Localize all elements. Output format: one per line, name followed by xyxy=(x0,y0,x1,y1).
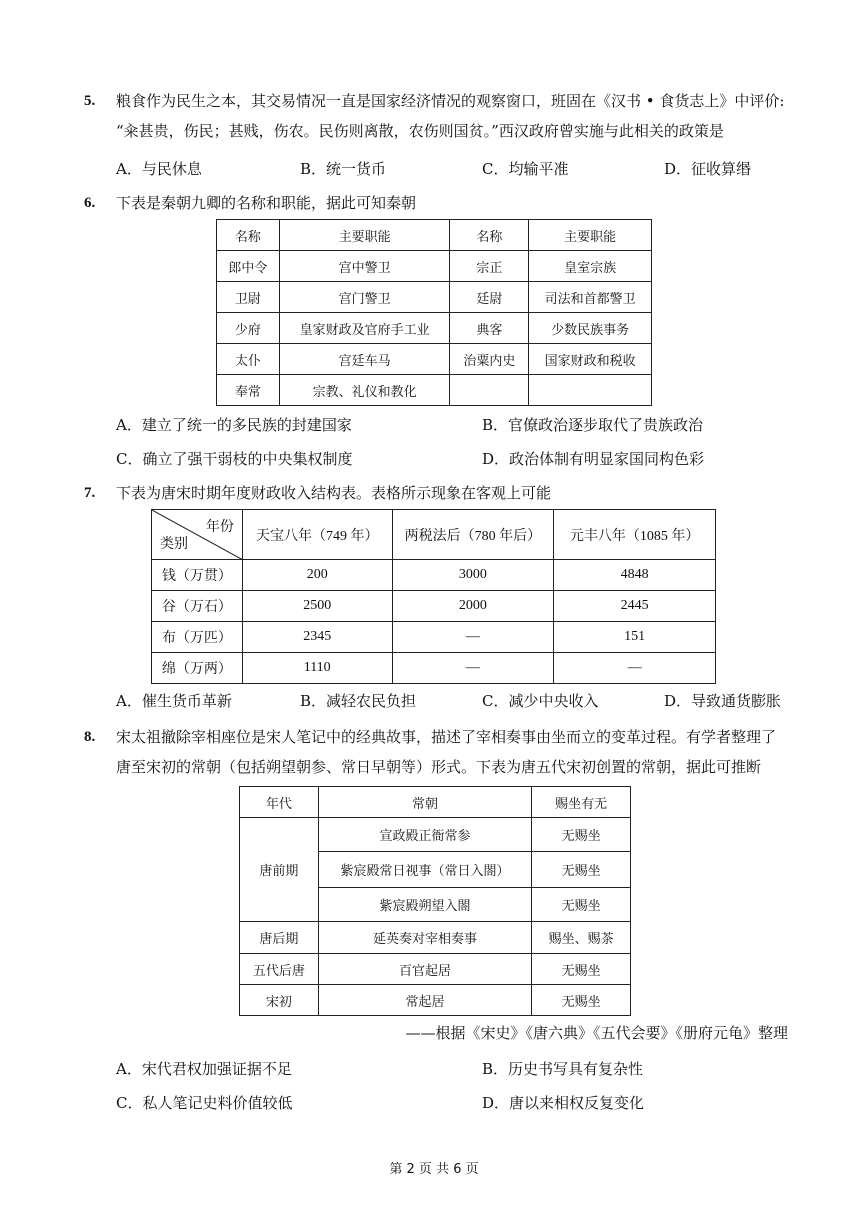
table-header: 主要职能 xyxy=(529,220,652,251)
table-cell: 2445 xyxy=(554,591,716,622)
table-cell: 宗教、礼仪和教化 xyxy=(279,375,450,406)
table-group-cell: 唐前期 xyxy=(240,818,319,922)
table-cell: 皇家财政及官府手工业 xyxy=(279,313,450,344)
q8-table xyxy=(239,786,631,1016)
table-cell: — xyxy=(392,622,554,653)
question-6 xyxy=(84,188,804,218)
table-cell: 国家财政和税收 xyxy=(529,344,652,375)
option-a[interactable]: A．建立了统一的多民族的封建国家 xyxy=(116,416,352,434)
table-cell: 常起居 xyxy=(318,985,531,1016)
option-d[interactable]: D．导致通货膨胀 xyxy=(664,692,782,710)
table-cell: 3000 xyxy=(392,560,554,591)
q6-options-row2 xyxy=(116,448,806,476)
table-cell: 紫宸殿朔望入閤 xyxy=(318,888,531,922)
table-cell: 绵（万两） xyxy=(152,653,243,684)
table-header: 主要职能 xyxy=(279,220,450,251)
table-cell: 1110 xyxy=(242,653,392,684)
table-cell: 百官起居 xyxy=(318,954,531,985)
q8-options-row1 xyxy=(116,1058,806,1086)
table-row xyxy=(217,313,652,344)
table-cell: 治粟内史 xyxy=(450,344,529,375)
table-header-row xyxy=(217,220,652,251)
question-stem: 下表是秦朝九卿的名称和职能，据此可知秦朝 xyxy=(116,194,417,212)
page-footer: 第 2 页 共 6 页 xyxy=(389,1162,479,1177)
table-cell: 紫宸殿常日视事（常日入閤） xyxy=(318,852,531,888)
table-cell: 无赐坐 xyxy=(532,888,631,922)
corner-bottom-label: 类别 xyxy=(160,537,188,552)
option-d[interactable]: D．征收算缗 xyxy=(664,160,752,178)
table-header: 名称 xyxy=(217,220,280,251)
question-7 xyxy=(84,478,804,508)
question-stem-line: 粮食作为民生之本，其交易情况一直是国家经济情况的观察窗口，班固在《汉书 • 食货志上》中评价: xyxy=(116,92,785,110)
table-cell xyxy=(529,375,652,406)
q8-options-row2 xyxy=(116,1092,806,1120)
option-a[interactable]: A．催生货币革新 xyxy=(116,692,232,710)
table-cell: 4848 xyxy=(554,560,716,591)
table-header: 年代 xyxy=(240,787,319,818)
option-c[interactable]: C．减少中央收入 xyxy=(482,692,599,710)
table-row xyxy=(240,818,631,852)
table-cell: 司法和首都警卫 xyxy=(529,282,652,313)
table-cell: 布（万匹） xyxy=(152,622,243,653)
table-header: 赐坐有无 xyxy=(532,787,631,818)
table-cell: — xyxy=(392,653,554,684)
table-row xyxy=(240,922,631,954)
table-source-note: ——根据《宋史》《唐六典》《五代会要》《册府元龟》整理 xyxy=(405,1024,788,1042)
table-cell: 廷尉 xyxy=(450,282,529,313)
question-number: 6. xyxy=(84,195,96,211)
option-b[interactable]: B．官僚政治逐步取代了贵族政治 xyxy=(482,416,704,434)
table-cell: 少府 xyxy=(217,313,280,344)
table-row xyxy=(240,954,631,985)
table-row xyxy=(217,282,652,313)
table-cell: 宗正 xyxy=(450,251,529,282)
table-cell: 谷（万石） xyxy=(152,591,243,622)
question-number: 7. xyxy=(84,485,96,501)
option-a[interactable]: A．宋代君权加强证据不足 xyxy=(116,1060,292,1078)
question-stem-line: 宋太祖撤除宰相座位是宋人笔记中的经典故事，描述了宰相奏事由坐而立的变革过程。有学者整理了 xyxy=(116,728,777,746)
corner-top-label: 年份 xyxy=(205,520,234,535)
diagonal-header-cell xyxy=(152,510,243,560)
table-cell: 2500 xyxy=(242,591,392,622)
table-row xyxy=(152,560,716,591)
table-cell: 2345 xyxy=(242,622,392,653)
table-cell xyxy=(450,375,529,406)
table-cell: 奉常 xyxy=(217,375,280,406)
q7-table xyxy=(151,509,716,684)
table-cell: 郎中令 xyxy=(217,251,280,282)
question-number: 5. xyxy=(84,93,96,109)
option-b[interactable]: B．历史书写具有复杂性 xyxy=(482,1060,644,1078)
table-row xyxy=(152,591,716,622)
table-cell: 无赐坐 xyxy=(532,954,631,985)
option-b[interactable]: B．统一货币 xyxy=(300,160,387,178)
question-stem-line: 唐至宋初的常朝（包括朔望朝参、常日早朝等）形式。下表为唐五代宋初创置的常朝，据此可推断 xyxy=(116,758,762,776)
table-cell: 宣政殿正衙常参 xyxy=(318,818,531,852)
table-header: 常朝 xyxy=(318,787,531,818)
table-header: 元丰八年（1085 年） xyxy=(554,510,716,560)
table-cell: 钱（万贯） xyxy=(152,560,243,591)
table-header: 天宝八年（749 年） xyxy=(242,510,392,560)
question-stem: 下表为唐宋时期年度财政收入结构表。表格所示现象在客观上可能 xyxy=(116,484,552,502)
question-5 xyxy=(84,86,804,146)
option-d[interactable]: D．政治体制有明显家国同构色彩 xyxy=(482,450,705,468)
table-cell: 卫尉 xyxy=(217,282,280,313)
table-cell: 151 xyxy=(554,622,716,653)
option-c[interactable]: C．私人笔记史料价值较低 xyxy=(116,1094,293,1112)
table-cell: 无赐坐 xyxy=(532,985,631,1016)
table-cell: 延英奏对宰相奏事 xyxy=(318,922,531,954)
table-cell: 五代后唐 xyxy=(240,954,319,985)
question-number: 8. xyxy=(84,729,96,745)
table-cell: 宫中警卫 xyxy=(279,251,450,282)
option-b[interactable]: B．减轻农民负担 xyxy=(300,692,417,710)
q5-options xyxy=(116,158,806,186)
table-row xyxy=(217,375,652,406)
option-d[interactable]: D．唐以来相权反复变化 xyxy=(482,1094,645,1112)
table-cell: 200 xyxy=(242,560,392,591)
table-cell: 赐坐、赐茶 xyxy=(532,922,631,954)
table-row xyxy=(217,251,652,282)
table-cell: 宫门警卫 xyxy=(279,282,450,313)
table-cell: 皇室宗族 xyxy=(529,251,652,282)
option-c[interactable]: C．均输平准 xyxy=(482,160,569,178)
table-row xyxy=(152,622,716,653)
table-cell: 无赐坐 xyxy=(532,818,631,852)
q7-options xyxy=(116,690,806,718)
table-cell: — xyxy=(554,653,716,684)
question-8 xyxy=(84,722,804,782)
table-cell: 唐后期 xyxy=(240,922,319,954)
option-c[interactable]: C．确立了强干弱枝的中央集权制度 xyxy=(116,450,353,468)
table-row xyxy=(217,344,652,375)
table-header: 两税法后（780 年后） xyxy=(392,510,554,560)
table-header-row xyxy=(152,510,716,560)
table-header: 名称 xyxy=(450,220,529,251)
table-row xyxy=(240,985,631,1016)
table-row xyxy=(152,653,716,684)
table-cell: 2000 xyxy=(392,591,554,622)
table-cell: 宋初 xyxy=(240,985,319,1016)
table-header-row xyxy=(240,787,631,818)
q6-table xyxy=(216,219,652,406)
table-cell: 无赐坐 xyxy=(532,852,631,888)
q6-options-row1 xyxy=(116,414,806,442)
table-cell: 典客 xyxy=(450,313,529,344)
option-a[interactable]: A．与民休息 xyxy=(116,160,202,178)
table-cell: 少数民族事务 xyxy=(529,313,652,344)
table-cell: 太仆 xyxy=(217,344,280,375)
table-cell: 宫廷车马 xyxy=(279,344,450,375)
question-stem-line: “籴甚贵，伤民；甚贱，伤农。民伤则离散，农伤则国贫。”西汉政府曾实施与此相关的政策是 xyxy=(116,122,724,140)
